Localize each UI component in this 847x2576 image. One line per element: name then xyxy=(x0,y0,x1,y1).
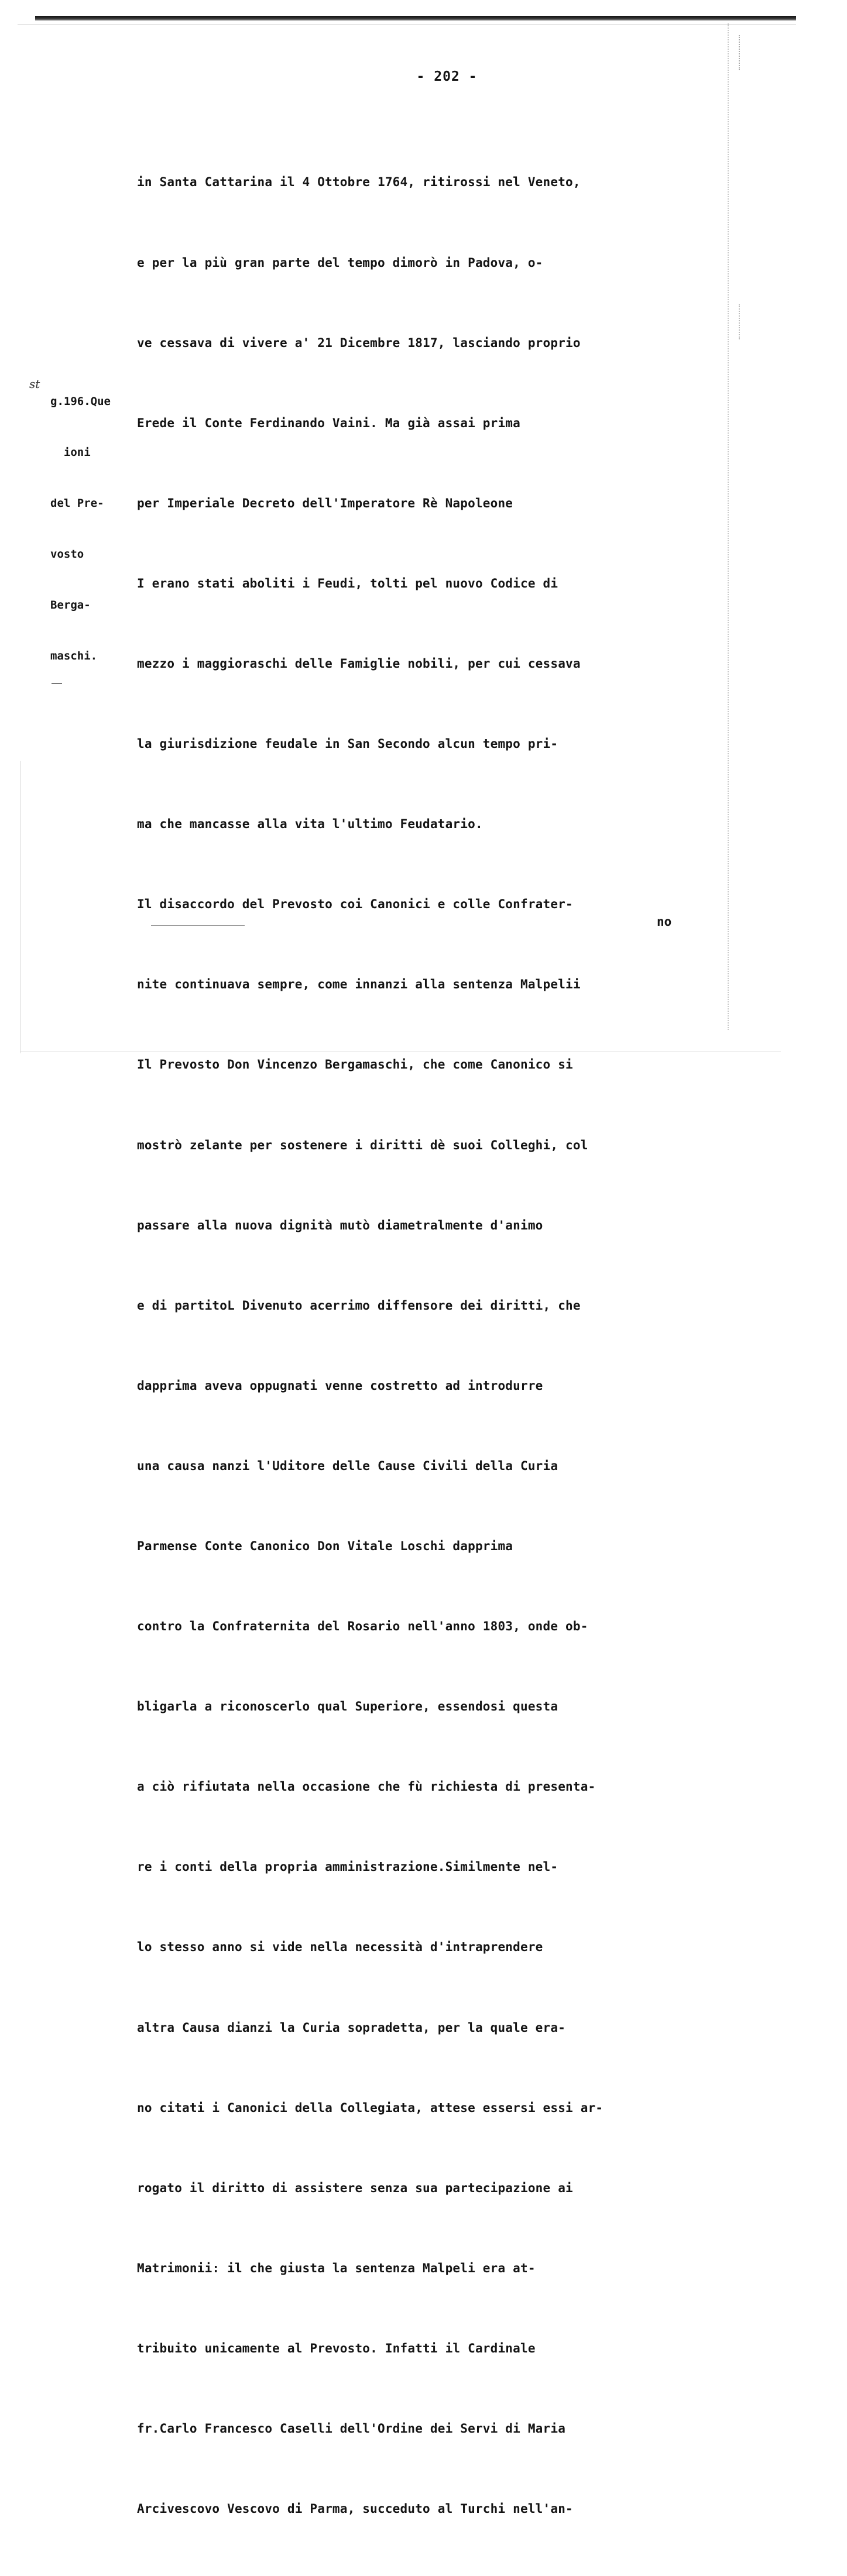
text-line: no citati i Canonici della Collegiata, attese essersi essi ar- xyxy=(137,2100,603,2115)
text-line: Il Prevosto Don Vincenzo Bergamaschi, che come Canonico si xyxy=(137,1057,573,1072)
text-line: re i conti della propria amministrazione.Similmente nel- xyxy=(137,1860,558,1874)
text-line: Il disaccordo del Prevosto coi Canonici e colle Confrater- xyxy=(137,897,573,912)
text-line: Erede il Conte Ferdinando Vaini. Ma già assai prima xyxy=(137,415,520,430)
text-line: per Imperiale Decreto dell'Imperatore Rè Napoleone xyxy=(137,496,513,510)
text-line: dapprima aveva oppugnati venne costretto ad introdurre xyxy=(137,1378,543,1393)
text-line: e per la più gran parte del tempo dimorò in Padova, o- xyxy=(137,255,543,270)
pencil-annotation: st xyxy=(29,377,40,391)
text-line: altra Causa dianzi la Curia sopradetta, per la quale era- xyxy=(137,2020,566,2035)
text-line: Matrimonii: il che giusta la sentenza Malpeli era at- xyxy=(137,2261,536,2275)
catchword: no xyxy=(657,915,672,929)
text-line: rogato il diritto di assistere senza sua partecipazione ai xyxy=(137,2180,573,2195)
text-line: lo stesso anno si vide nella necessità d'intraprendere xyxy=(137,1940,543,1955)
text-line: Parmense Conte Canonico Don Vitale Loschi dapprima xyxy=(137,1539,513,1553)
margin-note-line: g.196.Que xyxy=(50,395,111,408)
text-line: ve cessava di vivere a' 21 Dicembre 1817, lasciando proprio xyxy=(137,335,581,350)
text-line: Arcivescovo Vescovo di Parma, succeduto al Turchi nell'an- xyxy=(137,2502,573,2516)
top-border-rule xyxy=(35,16,796,20)
text-line: passare alla nuova dignità mutò diametralmente d'animo xyxy=(137,1218,543,1232)
text-line: tribuito unicamente al Prevosto. Infatti il Cardinale xyxy=(137,2341,536,2355)
text-line: nite continuava sempre, come innanzi alla sentenza Malpelii xyxy=(137,977,581,992)
text-line: ma che mancasse alla vita l'ultimo Feudatario. xyxy=(137,817,483,832)
right-scan-mark xyxy=(739,35,740,70)
margin-note-line: del Pre- xyxy=(50,497,104,510)
text-line: I erano stati aboliti i Feudi, tolti pel nuovo Codice di xyxy=(137,576,558,590)
body-text xyxy=(137,116,728,2576)
text-line: fr.Carlo Francesco Caselli dell'Ordine dei Servi di Maria xyxy=(137,2422,566,2436)
text-line: in Santa Cattarina il 4 Ottobre 1764, ritirossi nel Veneto, xyxy=(137,175,581,190)
text-line: contro la Confraternita del Rosario nell'anno 1803, onde ob- xyxy=(137,1619,588,1634)
smudge-line xyxy=(151,925,245,926)
text-line: mezzo i maggioraschi delle Famiglie nobili, per cui cessava xyxy=(137,656,581,671)
text-line: a ciò rifiutata nella occasione che fù richiesta di presenta- xyxy=(137,1780,596,1794)
margin-note-line: vosto xyxy=(50,548,84,561)
text-line: una causa nanzi l'Uditore delle Cause Civili della Curia xyxy=(137,1458,558,1473)
margin-note-line: maschi. xyxy=(50,650,98,662)
margin-note-line: ioni xyxy=(50,446,91,459)
margin-note-line: Berga- xyxy=(50,599,91,612)
text-line: la giurisdizione feudale in San Secondo alcun tempo pri- xyxy=(137,737,558,751)
text-line: mostrò zelante per sostenere i diritti dè suoi Colleghi, col xyxy=(137,1138,588,1152)
margin-dash-mark xyxy=(52,683,62,684)
page-number: - 202 - xyxy=(416,69,478,84)
margin-note xyxy=(50,359,132,699)
text-line: bligarla a riconoscerlo qual Superiore, essendosi questa xyxy=(137,1699,558,1714)
right-scan-mark-lower xyxy=(739,304,740,339)
text-line: e di partitoL Divenuto acerrimo diffensore dei diritti, che xyxy=(137,1298,581,1313)
